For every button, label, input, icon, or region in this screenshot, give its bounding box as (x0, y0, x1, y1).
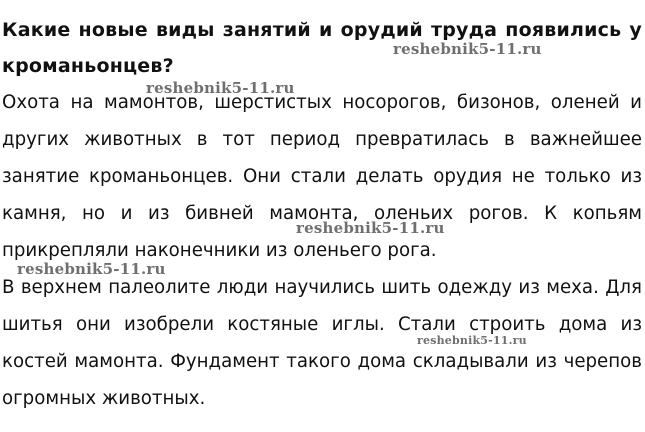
answer-paragraph-2: В верхнем палеолите люди научились шить одежду из меха. Для шитья они изобрели костяные иглы. Стали строить дома из костей мамонта. Фундамент такого дома складывали из черепов огромных животных. (2, 277, 642, 409)
question-heading: Какие новые виды занятий и орудий труда появились у кроманьонцев? (2, 19, 642, 77)
watermark: reshebnik5-11.ru (296, 219, 445, 237)
watermark: reshebnik5-11.ru (17, 260, 166, 278)
watermark: reshebnik5-11.ru (393, 40, 542, 58)
answer-paragraph-1: Охота на мамонтов, шерстистых носорогов, бизонов, оленей и других животных в тот период превратилась в важнейшее занятие кроманьонцев. Они стали делать орудия не только из камня, но и из бивней мамонта, оленьих рогов. К копьям прикрепляли наконечники из оленьего рога. (2, 92, 642, 261)
answer-text (2, 84, 642, 417)
watermark: reshebnik5-11.ru (417, 334, 527, 347)
watermark: reshebnik5-11.ru (146, 79, 295, 97)
